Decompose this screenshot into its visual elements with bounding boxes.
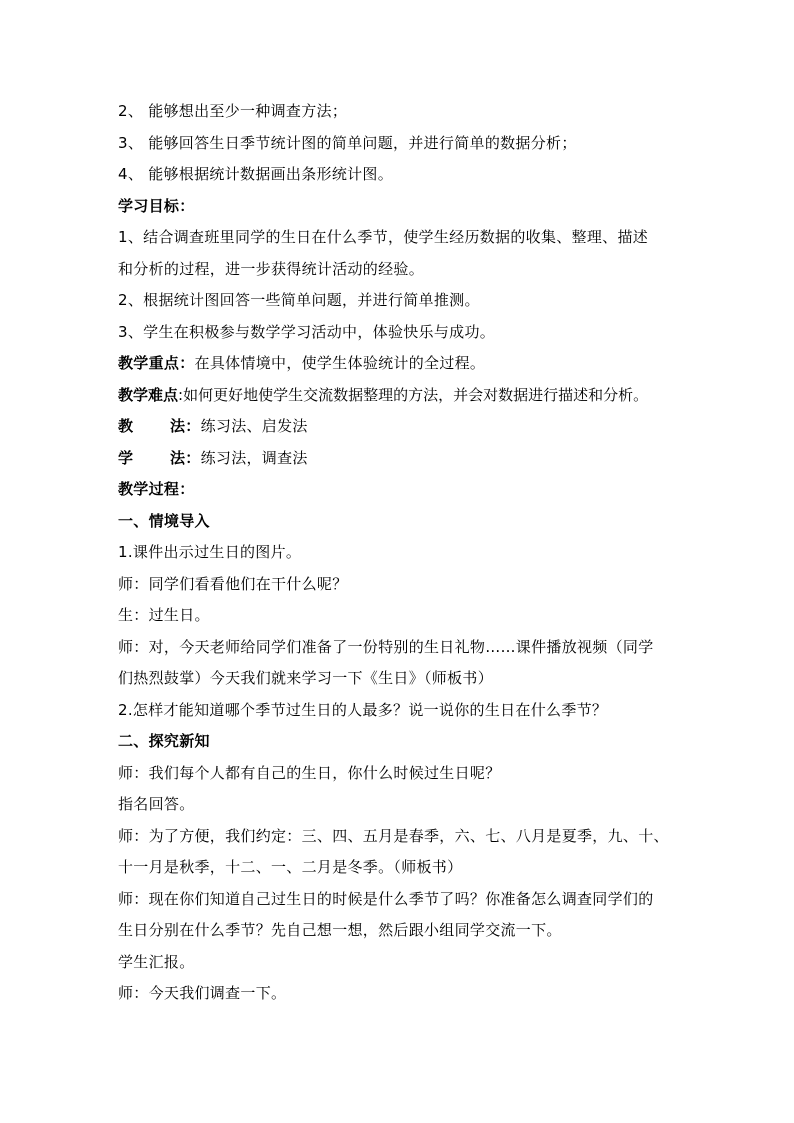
learning-goal-3: 3、学生在积极参与数学学习活动中，体验快乐与成功。: [118, 322, 496, 341]
section1-line: 生：过生日。: [118, 606, 210, 624]
learning-method-label-a: 学: [118, 448, 134, 467]
learning-method: [118, 443, 688, 475]
difficulty-label: 教学难点: [118, 385, 179, 404]
section2-line: 十一月是秋季，十二、一、二月是冬季。（师板书）: [118, 858, 463, 876]
learning-goal-1a: 1、结合调查班里同学的生日在什么季节，使学生经历数据的收集、整理、描述: [118, 228, 649, 246]
section2-line: 师：今天我们调查一下。: [118, 984, 287, 1002]
key-point: [118, 348, 688, 380]
difficulty: 教学难点:如何更好地使学生交流数据整理的方法，并会对数据进行描述和分析。: [118, 385, 649, 404]
section1-line: 2.怎样才能知道哪个季节过生日的人最多？说一说你的生日在什么季节？: [118, 700, 608, 719]
objective-line-3: 3、 能够回答生日季节统计图的简单问题，并进行简单的数据分析；: [118, 133, 577, 152]
teaching-method-label-a: 教: [118, 417, 134, 435]
learning-goal-2: 2、根据统计图回答一些简单问题，并进行简单推测。: [118, 291, 480, 309]
learning-method-text: 练习法，调查法: [200, 448, 308, 467]
document-page: [118, 96, 688, 1010]
section2-line: 师：我们每个人都有自己的生日，你什么时候过生日呢？: [118, 763, 501, 782]
teaching-method: [118, 411, 688, 443]
section1-line: 师：同学们看看他们在干什么呢？: [118, 574, 348, 593]
difficulty-text: 如何更好地使学生交流数据整理的方法，并会对数据进行描述和分析。: [183, 385, 649, 404]
section2-line: 学生汇报。: [118, 952, 195, 971]
section2-line: 师：为了方便，我们约定：三、四、五月是春季，六、七、八月是夏季，九、十、: [118, 826, 669, 845]
section2-line: 指名回答。: [118, 795, 195, 813]
objective-line-4: 4、 能够根据统计数据画出条形统计图。: [118, 165, 394, 183]
objective-line-2: 2、 能够想出至少一种调查方法；: [118, 102, 348, 120]
section1-line: 1.课件出示过生日的图片。: [118, 543, 302, 561]
section1-heading: 一、情境导入: [118, 511, 210, 530]
learning-method-label-b: 法：: [170, 448, 201, 467]
section1-line: 们热烈鼓掌）今天我们就来学习一下《生日》（师板书）: [118, 669, 494, 687]
key-point-label: 教学重点：: [118, 354, 195, 372]
section1-line: 师：对，今天老师给同学们准备了一份特别的生日礼物……课件播放视频（同学: [118, 637, 654, 656]
section2-heading: 二、探究新知: [118, 732, 210, 750]
teaching-method-label-b: 法：: [170, 417, 201, 435]
section2-line: 师：现在你们知道自己过生日的时候是什么季节了吗？你准备怎么调查同学们的: [118, 889, 654, 908]
key-point-text: 在具体情境中，使学生体验统计的全过程。: [194, 354, 486, 372]
section2-line: 生日分别在什么季节？先自己想一想，然后跟小组同学交流一下。: [118, 921, 562, 939]
teaching-method-text: 练习法、启发法: [200, 417, 308, 435]
process-heading: 教学过程：: [118, 480, 195, 498]
learning-goals-heading: 学习目标：: [118, 196, 195, 215]
learning-goal-1b: 和分析的过程，进一步获得统计活动的经验。: [118, 259, 425, 278]
